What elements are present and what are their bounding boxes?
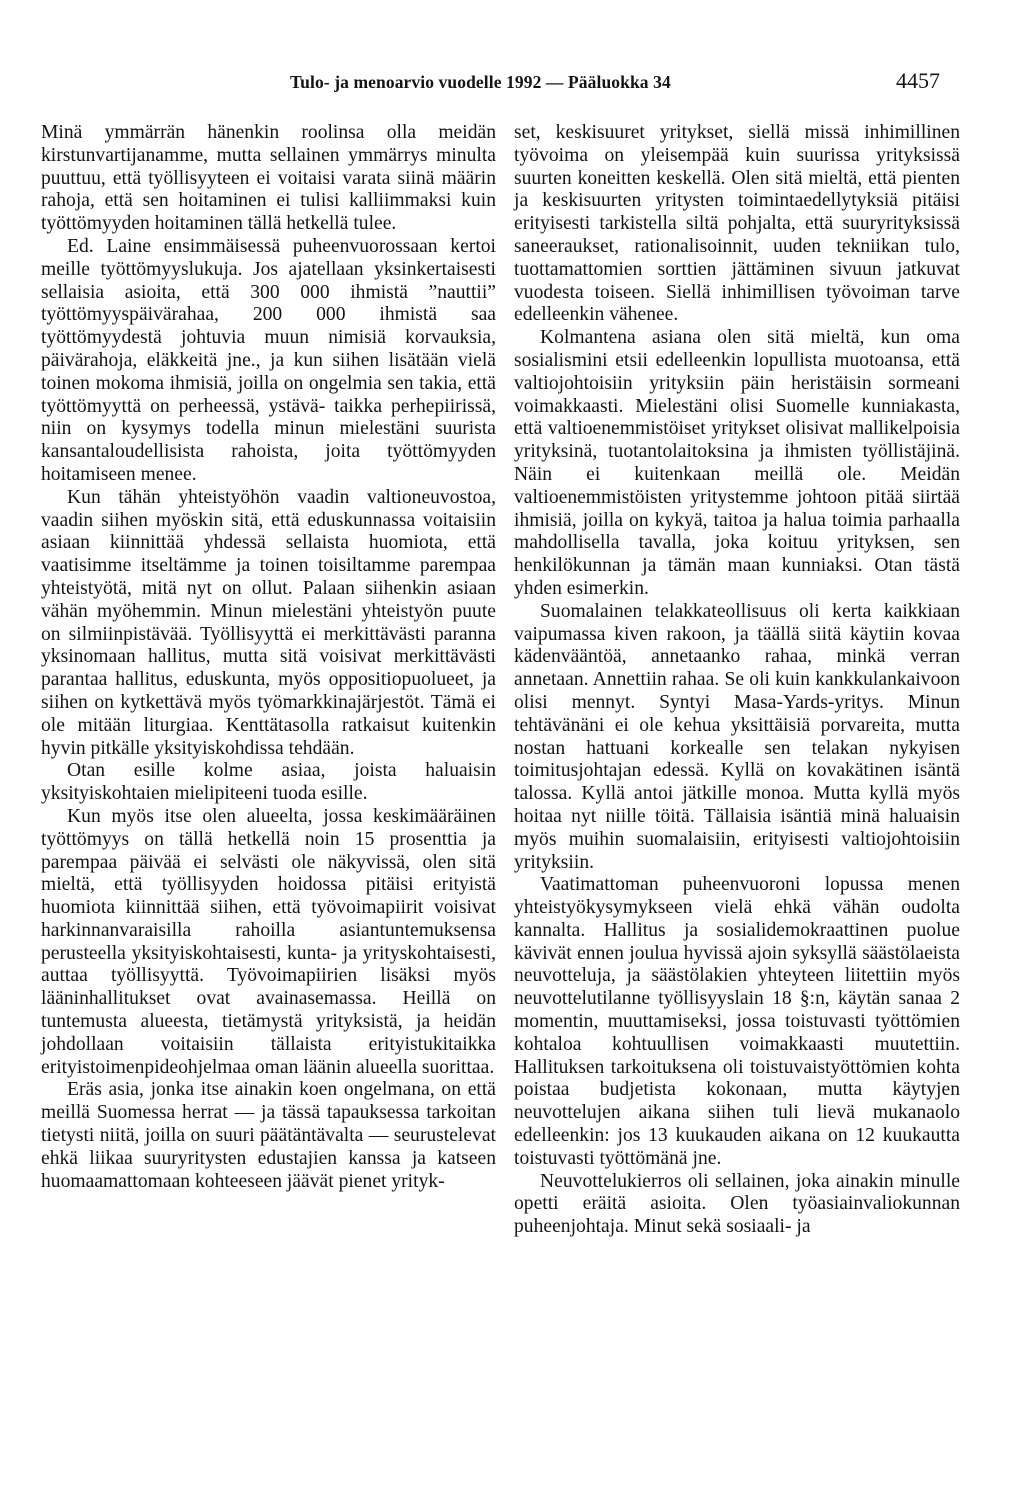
right-column <box>514 122 960 1239</box>
paragraph: Neuvottelukierros oli sellainen, joka ainakin minulle opetti eräitä asioita. Olen työasiainvaliokunnan puheenjohtaja. Minut sekä sosiaali- ja <box>514 1170 960 1238</box>
left-column <box>41 122 496 1193</box>
paragraph: Kun myös itse olen alueelta, jossa keskimääräinen työttömyys on tällä hetkellä noin 15 prosenttia ja parempaa päivää ei selvästi ole näkyvissä, olen sitä mieltä, että työllisyyden hoidossa pitäisi erityistä huomiota kiinnittää siihen, että työvoimapiirit voisivat harkinnanvaraisilla rahoilla asiantuntemuksensa perusteella yksityiskohtaisesti, kunta- ja yrityskohtaisesti, auttaa työllisyyttä. Työvoimapiirien lisäksi myös lääninhallitukset ovat avainasemassa. Heillä on tuntemusta alueesta, tietämystä yrityksistä, ja heidän johdollaan voitaisiin tällaista erityistukitaikka erityistoimenpideohjelmaa oman läänin alueella suorittaa. <box>41 805 496 1078</box>
paragraph: Vaatimattoman puheenvuoroni lopussa menen yhteistyökysymykseen vielä ehkä vähän oudolta kannalta. Hallitus ja sosialidemokraattinen puolue kävivät ennen joulua hyvissä ajoin syksyllä säästölaeista neuvotteluja, ja säästölakien yhteyteen liitettiin myös neuvottelutilanne työllisyyslain 18 §:n, käytän sanaa 2 momentin, muuttamiseksi, jossa toistuvasti työttömien kohtaloa kohtuullisen voimakkaasti muutettiin. Hallituksen tarkoituksena oli toistuvaistyöttömien kohta poistaa budjetista kokonaan, mutta käytyjen neuvottelujen aikana siihen tuli lievä mukanaolo edelleenkin: jos 13 kuukauden aikana on 12 kuukautta toistuvasti työttömänä jne. <box>514 874 960 1169</box>
running-title: Tulo- ja menoarvio vuodelle 1992 — Pääluokka 34 <box>290 72 671 92</box>
paragraph: set, keskisuuret yritykset, siellä missä inhimillinen työvoima on yleisempää kuin suurissa yrityksissä suurten koneitten keskellä. Olen sitä mieltä, että pienten ja keskisuurten yritysten toimintaedellytyksiä pitäisi erityisesti tarkistella siltä pohjalta, että suuryrityksissä saneeraukset, rationalisoinnit, uuden tekniikan tulo, tuottamattomien sorttien jättäminen sivuun jatkuvat vuodesta toiseen. Siellä inhimillisen työvoiman tarve edelleenkin vähenee. <box>514 122 960 326</box>
paragraph: Eräs asia, jonka itse ainakin koen ongelmana, on että meillä Suomessa herrat — ja tässä tapauksessa tarkoitan tietysti niitä, joilla on suuri päätäntävalta — seurustelevat ehkä liikaa suuryritysten edustajien kanssa ja katseen huomaamattomaan kohteeseen jäävät pienet yrityk- <box>41 1079 496 1192</box>
paragraph: Minä ymmärrän hänenkin roolinsa olla meidän kirstunvartijanamme, mutta sellainen ymmärrys minulta puuttuu, että työllisyyteen ei voitaisi varata siinä määrin rahoja, että sen hoitaminen ei tulisi kalliimmaksi kuin työttömyyden hoitaminen tällä hetkellä tulee. <box>41 122 496 235</box>
running-head <box>0 64 1024 94</box>
paragraph: Kolmantena asiana olen sitä mieltä, kun oma sosialismini etsii edelleenkin lopullista muotoansa, että valtiojohtoisiin yrityksiin päin heristäisin sormeani voimakkaasti. Mielestäni olisi Suomelle kunniakasta, että valtioenemmistöiset yritykset olisivat mallikelpoisia yrityksinä, tuotantolaitoksina ja ihmisten työllistäjinä. Näin ei kuitenkaan meillä ole. Meidän valtioenemmistöisten yritystemme johtoon pitää siirtää ihmisiä, joilla on kykyä, taitoa ja halua toimia parhaalla mahdollisella tavalla, joka koituu yrityksen, sen henkilökunnan ja tämän maan kunniaksi. Otan tästä yhden esimerkin. <box>514 327 960 599</box>
paragraph: Suomalainen telakkateollisuus oli kerta kaikkiaan vaipumassa kiven rakoon, ja täällä siitä käytiin kovaa kädenvääntöä, annetaanko rahaa, minkä verran annetaan. Annettiin rahaa. Se oli kuin kankkulankaivoon olisi mennyt. Syntyi Masa-Yards-yritys. Minun tehtävänäni ei ole kehua yksittäisiä porvareita, mutta nostan hattuani korkealle sen telakan nykyisen toimitusjohtajan edessä. Kyllä on kovakätinen isäntä talossa. Kyllä antoi jätkille monoa. Mutta kyllä myös hoitaa nyt niille töitä. Tällaisia isäntiä minä haluaisin myös muihin suomalaisiin, erityisesti valtiojohtoisiin yrityksiin. <box>514 600 960 873</box>
page-number: 4457 <box>896 68 940 93</box>
paragraph: Ed. Laine ensimmäisessä puheenvuorossaan kertoi meille työttömyyslukuja. Jos ajatellaan yksinkertaisesti sellaisia asioita, että 300 000 ihmistä ”nauttii” työttömyyspäivärahaa, 200 000 ihmistä saa työttömyydestä johtuvia muun nimisiä korvauksia, päivärahoja, eläkkeitä jne., ja kun siihen lisätään vielä toinen mokoma ihmisiä, joilla on ongelmia sen takia, että työttömyyttä on perheessä, ystävä- taikka perhepiirissä, niin on kysymys todella minun mielestäni suurista kansantaloudellisista rahoista, joita työttömyyden hoitamiseen menee. <box>41 235 496 485</box>
paragraph: Kun tähän yhteistyöhön vaadin valtioneuvostoa, vaadin siihen myöskin sitä, että eduskunnassa voitaisiin asiaan kiinnittää yhdessä sellaista huomiota, että vaatisimme itseltämme ja toinen toisiltamme parempaa yhteistyötä, mitä nyt on ollut. Palaan siihenkin asiaan vähän myöhemmin. Minun mielestäni yhteistyön puute on silmiinpistävää. Työllisyyttä ei merkittävästi paranna yksinomaan hallitus, mutta sitä voisivat merkittävästi parantaa hallitus, eduskunta, myös oppositiopuolueet, ja siihen on kytkettävä myös työmarkkinajärjestöt. Tämä ei ole mitään liturgiaa. Kenttätasolla ratkaisut kuitenkin hyvin pitkälle yksityiskohdissa tehdään. <box>41 486 496 759</box>
paragraph: Otan esille kolme asiaa, joista haluaisin yksityiskohtaien mielipiteeni tuoda esille. <box>41 760 496 805</box>
